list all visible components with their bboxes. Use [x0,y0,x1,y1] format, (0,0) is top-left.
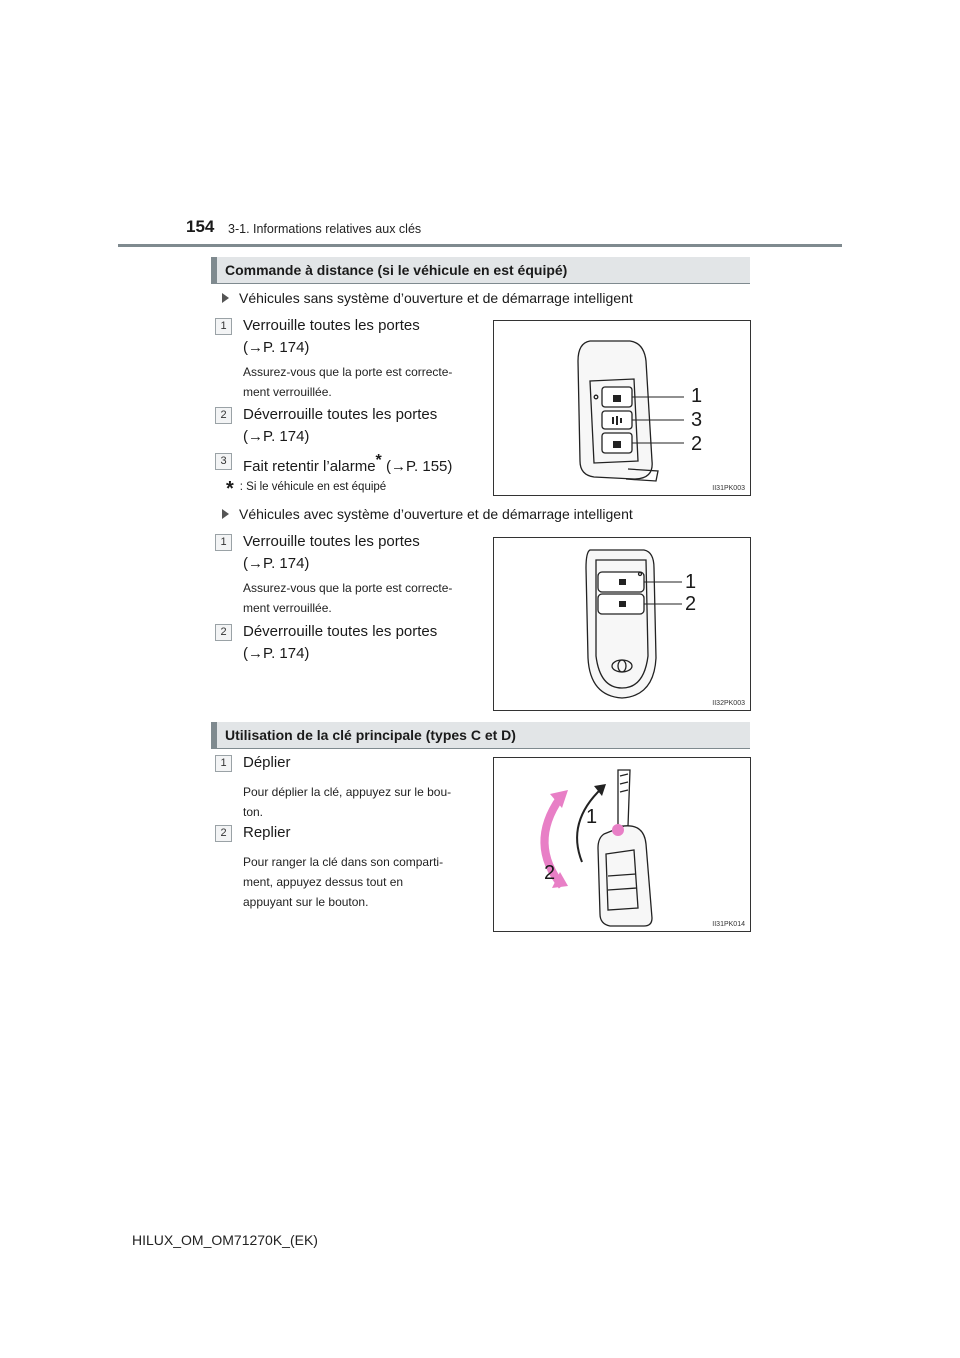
subheading-with-system: Véhicules avec système d’ouverture et de démarrage intelligent [222,506,633,522]
callout-lock: 1 [691,385,703,407]
flip-key-illustration [494,321,750,495]
item-note: Pour déplier la clé, appuyez sur le bou- ton. [243,785,452,819]
item-note: Assurez-vous que la porte est correcte- ment verrouillée. [243,365,453,399]
figure-smart-key-remote [493,537,751,711]
item-lock-all: Verrouille toutes les portes (→P. 174) [243,533,420,572]
item-lock-all: Verrouille toutes les portes (→P. 174) [243,317,420,356]
item-unlock-all: Déverrouille toutes les portes (→P. 174) [243,406,438,445]
figure-flip-key-remote [493,320,751,496]
heading-underline [211,283,750,284]
header-rule [118,244,842,247]
triangle-bullet-icon [222,509,229,519]
figure-code: II31PK014 [712,921,745,928]
heading-underline [211,748,750,749]
footnote: * : Si le véhicule en est équipé [226,478,387,500]
figure-master-key [493,757,751,932]
item-number: 1 [215,755,232,772]
item-number: 3 [215,453,232,470]
callout-unlock: 2 [685,593,697,615]
item-alarm: Fait retentir l’alarme* (→P. 155) [243,452,453,475]
item-note: Pour ranger la clé dans son comparti- ment, appuyez dessus tout en appuyant sur le bouton. [243,855,444,909]
section-title: 3-1. Informations relatives aux clés [228,222,422,236]
master-key-heading: Utilisation de la clé principale (types C et D) [225,727,516,743]
heading-accent [211,722,217,748]
item-number: 2 [215,624,232,641]
master-key-illustration [494,758,750,931]
callout-lock: 1 [685,571,697,593]
figure-code: II31PK003 [712,485,745,492]
callout-unlock: 2 [691,433,703,455]
callout-unfold: 1 [586,806,598,828]
remote-heading: Commande à distance (si le véhicule en est équipé) [225,262,568,278]
figure-code: II32PK003 [712,700,745,707]
item-note: Assurez-vous que la porte est correcte- ment verrouillée. [243,581,453,615]
heading-accent [211,257,217,283]
document-code: HILUX_OM_OM71270K_(EK) [132,1232,318,1248]
item-fold: Replier [243,824,291,841]
triangle-bullet-icon [222,293,229,303]
callout-alarm: 3 [691,409,703,431]
smart-key-illustration [494,538,750,710]
callout-fold: 2 [544,862,556,884]
item-number: 1 [215,534,232,551]
master-key-heading-bar [211,722,750,748]
item-number: 2 [215,407,232,424]
item-number: 2 [215,825,232,842]
page-number: 154 [186,217,215,236]
item-unlock-all: Déverrouille toutes les portes (→P. 174) [243,623,438,662]
remote-heading-bar [211,257,750,283]
subheading-without-system: Véhicules sans système d’ouverture et de démarrage intelligent [222,290,633,306]
item-number: 1 [215,318,232,335]
item-unfold: Déplier [243,754,291,771]
